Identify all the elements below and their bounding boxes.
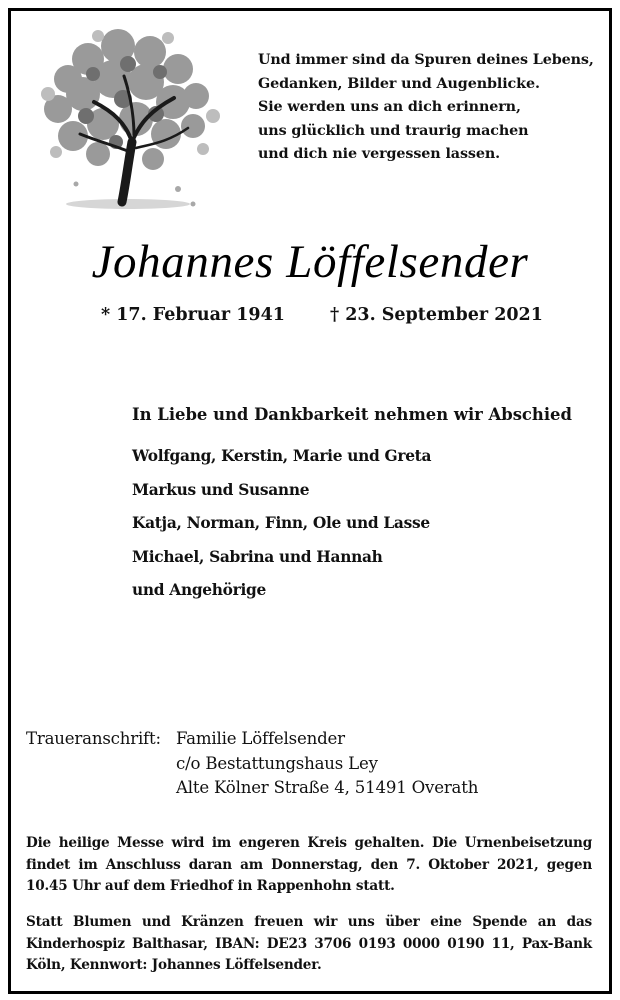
- mourners-list: [132, 440, 431, 608]
- death-date: † 23. September 2021: [330, 305, 543, 325]
- mourning-address: [26, 727, 478, 801]
- birth-date: * 17. Februar 1941: [101, 305, 285, 325]
- donation-notice: Statt Blumen und Kränzen freuen wir uns über eine Spende an das Kinderhospiz Balthasar, IBAN: DE23 3706 0193 0000 0190 11, Pax-Bank Köln, Kennwort: Johannes Löffelsender.: [26, 914, 592, 973]
- poem-line: Gedanken, Bilder und Augenblicke.: [258, 75, 540, 92]
- poem-line: Und immer sind da Spuren deines Lebens,: [258, 52, 594, 68]
- address-line: Familie Löffelsender: [176, 729, 345, 748]
- mourner-line: Markus und Susanne: [132, 480, 310, 499]
- mourner-line: Wolfgang, Kerstin, Marie und Greta: [132, 447, 432, 465]
- poem: [258, 49, 594, 167]
- mourner-line: Michael, Sabrina und Hannah: [132, 547, 383, 566]
- address-label: Traueranschrift:: [26, 729, 161, 748]
- autumn-tree-icon: [28, 24, 228, 214]
- address-line: c/o Bestattungshaus Ley: [176, 753, 378, 773]
- mourner-line: und Angehörige: [132, 581, 266, 599]
- poem-line: uns glücklich und traurig machen: [258, 122, 529, 139]
- address-line: Alte Kölner Straße 4, 51491 Overath: [176, 778, 479, 797]
- poem-line: und dich nie vergessen lassen.: [258, 146, 501, 162]
- poem-line: Sie werden uns an dich erinnern,: [258, 99, 521, 115]
- mourner-line: Katja, Norman, Finn, Ole und Lasse: [132, 514, 430, 532]
- deceased-name: Johannes Löffelsender: [91, 236, 529, 288]
- mass-notice: Die heilige Messe wird im engeren Kreis gehalten. Die Urnenbeisetzung findet im Anschluss daran am Donnerstag, den 7. Oktober 2021, gegen 10.45 Uhr auf dem Friedhof in Rappenhohn statt.: [26, 835, 592, 894]
- farewell-text: In Liebe und Dankbarkeit nehmen wir Abschied: [132, 405, 572, 424]
